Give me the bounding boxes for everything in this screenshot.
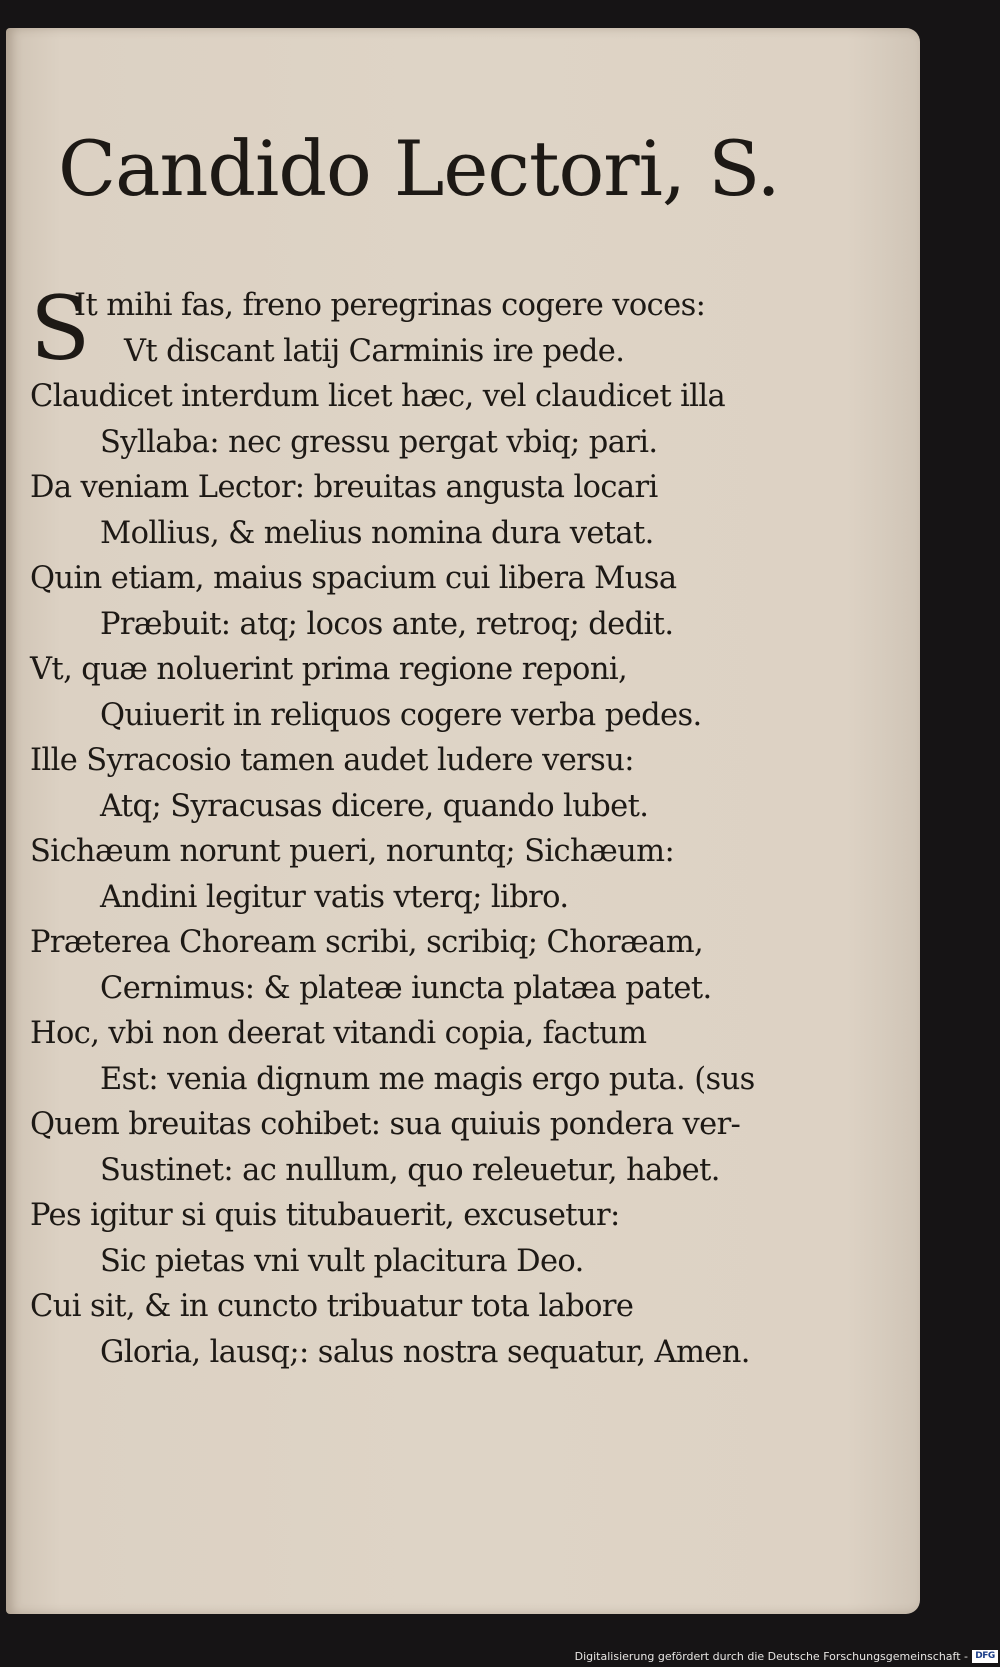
verse-line: Gloria, lausq;: salus nostra sequatur, Amen. xyxy=(100,1334,750,1370)
verse-line: Præterea Choream scribi, scribiq; Choræam, xyxy=(30,925,704,960)
verse-line: Syllaba: nec gressu pergat vbiq; pari. xyxy=(100,424,658,460)
verse-line: Præbuit: atq; locos ante, retroq; dedit. xyxy=(100,606,674,642)
credit-text: Digitalisierung gefördert durch die Deutsche Forschungsgemeinschaft - xyxy=(574,1649,968,1663)
verse-line: Hoc, vbi non deerat vitandi copia, factum xyxy=(30,1016,647,1051)
verse-line: Pes igitur si quis titubauerit, excusetur: xyxy=(30,1198,620,1233)
verse-line: Cui sit, & in cuncto tribuatur tota labore xyxy=(30,1289,634,1324)
verse-line: Quiuerit in reliquos cogere verba pedes. xyxy=(100,697,702,733)
book-page xyxy=(6,28,920,1614)
verse-line: Vt discant latij Carminis ire pede. xyxy=(124,333,625,369)
verse-line: Atq; Syracusas dicere, quando lubet. xyxy=(100,788,649,824)
verse-line: Mollius, & melius nomina dura vetat. xyxy=(100,515,654,551)
verse-line: Andini legitur vatis vterq; libro. xyxy=(100,879,569,915)
verse-line: Quin etiam, maius spacium cui libera Musa xyxy=(30,561,677,596)
digitization-credit xyxy=(575,1648,998,1664)
verse-block xyxy=(30,277,890,1375)
verse-line: Sustinet: ac nullum, quo releuetur, habet. xyxy=(100,1152,720,1188)
drop-cap: S xyxy=(30,277,90,380)
verse-line-1-text: It mihi fas, freno peregrinas cogere voces: xyxy=(74,288,706,323)
verse-line: Sichæum norunt pueri, noruntq; Sichæum: xyxy=(30,834,675,869)
verse-line: Est: venia dignum me magis ergo puta. (sus xyxy=(100,1061,755,1097)
verse-line: Quem breuitas cohibet: sua quiuis pondera ver- xyxy=(30,1107,741,1142)
verse-line: Da veniam Lector: breuitas angusta locari xyxy=(30,470,658,505)
verse-line: Claudicet interdum licet hæc, vel claudicet illa xyxy=(30,379,726,414)
verse-line: Cernimus: & plateæ iuncta platæa patet. xyxy=(100,970,712,1006)
verse-line: Ille Syracosio tamen audet ludere versu: xyxy=(30,743,634,778)
dfg-logo-icon: DFG xyxy=(972,1650,998,1663)
verse-line: Vt, quæ noluerint prima regione reponi, xyxy=(30,652,628,687)
page-title: Candido Lectori, S. xyxy=(58,124,780,213)
verse-line: Sic pietas vni vult placitura Deo. xyxy=(100,1243,584,1279)
